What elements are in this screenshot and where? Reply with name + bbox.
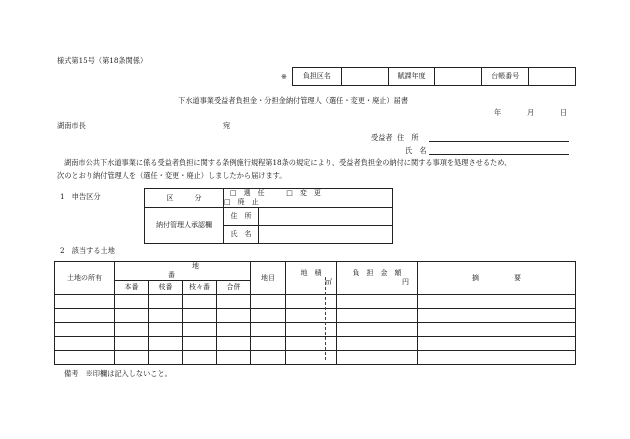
gappei-header: 合併 bbox=[217, 281, 251, 295]
section1-heading: 1 申告区分 bbox=[60, 192, 101, 201]
chiban-left: 地 bbox=[192, 262, 199, 270]
cell[interactable] bbox=[337, 337, 418, 351]
addressee-suffix: 宛 bbox=[223, 121, 231, 130]
cell[interactable] bbox=[337, 309, 418, 323]
section2-heading: 2 該当する土地 bbox=[60, 246, 115, 255]
applicant-address-line bbox=[429, 141, 569, 142]
edaedaban-header: 枝々番 bbox=[183, 281, 217, 295]
tekiyo-header: 摘 要 bbox=[418, 262, 576, 295]
chiseki-header bbox=[286, 262, 337, 295]
cell[interactable] bbox=[149, 309, 183, 323]
cell[interactable] bbox=[286, 323, 337, 337]
office-field-nendo bbox=[435, 68, 482, 86]
cell[interactable] bbox=[183, 323, 217, 337]
cell[interactable] bbox=[183, 295, 217, 309]
cell[interactable] bbox=[217, 351, 251, 365]
cell[interactable] bbox=[286, 309, 337, 323]
cell[interactable] bbox=[55, 351, 115, 365]
cell[interactable] bbox=[149, 351, 183, 365]
cell[interactable] bbox=[337, 351, 418, 365]
approval-address-field[interactable] bbox=[259, 208, 393, 226]
table-row bbox=[55, 309, 576, 323]
cell[interactable] bbox=[55, 337, 115, 351]
addressee-name: 湖南市長 bbox=[57, 121, 86, 130]
office-field-futanku bbox=[341, 68, 388, 86]
cell[interactable] bbox=[251, 295, 286, 309]
cell[interactable] bbox=[418, 295, 576, 309]
body-text-line1: 湖南市公共下水道事業に係る受益者負担に関する条例施行規程第18条の規定により、受益者負担金の納付に関する事項を処理させるため、 bbox=[64, 158, 512, 167]
cell[interactable] bbox=[251, 337, 286, 351]
date-year-label: 年 bbox=[494, 108, 502, 117]
approval-name-label: 氏 名 bbox=[224, 226, 259, 244]
office-label-daicho: 台帳番号 bbox=[482, 68, 529, 86]
approval-address-label: 住 所 bbox=[224, 208, 259, 226]
cell[interactable] bbox=[286, 295, 337, 309]
table-row bbox=[55, 351, 576, 365]
cell[interactable] bbox=[149, 337, 183, 351]
cell[interactable] bbox=[251, 351, 286, 365]
remarks-note: 備考 ※印欄は記入しないこと。 bbox=[64, 369, 172, 378]
chiban-header bbox=[115, 262, 251, 281]
cell[interactable] bbox=[183, 337, 217, 351]
cell[interactable] bbox=[337, 323, 418, 337]
chimoku-header: 地目 bbox=[251, 262, 286, 295]
office-label-nendo: 賦課年度 bbox=[388, 68, 435, 86]
cell[interactable] bbox=[418, 351, 576, 365]
cell[interactable] bbox=[286, 351, 337, 365]
cell[interactable] bbox=[115, 309, 149, 323]
chiseki-label: 地 積 bbox=[300, 269, 322, 277]
office-label-futanku: 負担区名 bbox=[293, 68, 342, 86]
applicant-name-label: 氏 名 bbox=[405, 146, 427, 155]
cell[interactable] bbox=[217, 295, 251, 309]
cell[interactable] bbox=[115, 295, 149, 309]
land-table bbox=[54, 261, 576, 365]
honban-header: 本番 bbox=[115, 281, 149, 295]
cell[interactable] bbox=[217, 309, 251, 323]
option-haishi[interactable]: □ 廃 止 bbox=[224, 198, 259, 206]
cell[interactable] bbox=[55, 309, 115, 323]
cell[interactable] bbox=[418, 309, 576, 323]
cell[interactable] bbox=[286, 337, 337, 351]
cell[interactable] bbox=[251, 309, 286, 323]
cell[interactable] bbox=[183, 309, 217, 323]
applicant-name-line bbox=[429, 154, 569, 155]
cell[interactable] bbox=[149, 295, 183, 309]
cell[interactable] bbox=[418, 323, 576, 337]
option-henko[interactable]: □ 変 更 bbox=[286, 189, 321, 197]
cell[interactable] bbox=[183, 351, 217, 365]
table-row bbox=[55, 337, 576, 351]
owner-header: 土地の所有 bbox=[55, 262, 115, 295]
cell[interactable] bbox=[217, 323, 251, 337]
cell[interactable] bbox=[115, 323, 149, 337]
kubun-label: 区 分 bbox=[145, 189, 224, 208]
table-row bbox=[55, 295, 576, 309]
cell[interactable] bbox=[251, 323, 286, 337]
cell[interactable] bbox=[337, 295, 418, 309]
area-dashed-divider bbox=[325, 277, 326, 360]
office-use-box bbox=[292, 67, 576, 86]
approval-name-field[interactable] bbox=[259, 226, 393, 244]
futan-unit: 円 bbox=[402, 278, 409, 286]
kubun-options bbox=[224, 189, 393, 208]
form-title: 下水道事業受益者負担金・分担金納付管理人（選任・変更・廃止）届書 bbox=[178, 96, 409, 105]
form-number: 様式第15号（第18条関係） bbox=[57, 56, 148, 65]
shinkoku-table bbox=[144, 188, 393, 244]
date-month-label: 月 bbox=[527, 108, 535, 117]
chiban-right: 番 bbox=[168, 271, 175, 279]
cell[interactable] bbox=[418, 337, 576, 351]
table-row bbox=[55, 323, 576, 337]
office-field-daicho bbox=[529, 68, 576, 86]
cell[interactable] bbox=[149, 323, 183, 337]
date-day-label: 日 bbox=[560, 108, 568, 117]
approval-label: 納付管理人承認欄 bbox=[145, 208, 224, 244]
edaban-header: 枝番 bbox=[149, 281, 183, 295]
cell[interactable] bbox=[55, 323, 115, 337]
body-text-line2: 次のとおり納付管理人を（選任・変更・廃止）しましたから届けます。 bbox=[57, 171, 287, 180]
chiseki-unit: ㎡ bbox=[325, 278, 332, 286]
cell[interactable] bbox=[115, 351, 149, 365]
cell[interactable] bbox=[55, 295, 115, 309]
cell[interactable] bbox=[115, 337, 149, 351]
applicant-address-label: 住 所 bbox=[397, 133, 419, 142]
office-mark: ※ bbox=[281, 72, 288, 81]
futan-header bbox=[337, 262, 418, 295]
futan-label: 負 担 金 額 bbox=[352, 269, 402, 277]
applicant-role: 受益者 bbox=[371, 133, 393, 142]
option-senin[interactable]: □ 選 任 bbox=[230, 189, 265, 197]
cell[interactable] bbox=[217, 337, 251, 351]
